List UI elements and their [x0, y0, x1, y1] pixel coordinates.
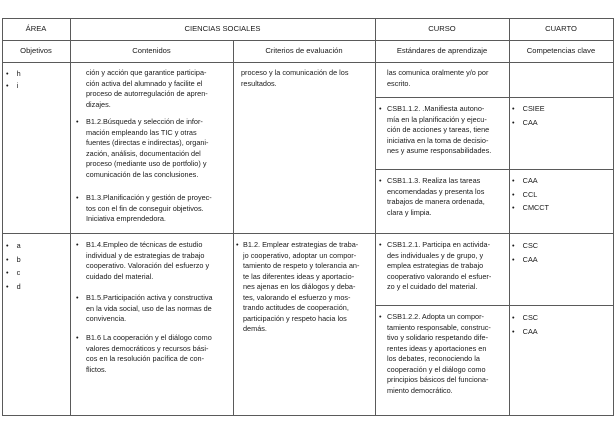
column-header-estandares: Estándares de aprendizaje [396, 46, 488, 55]
list-item: • b [6, 254, 21, 264]
column-header-criterios: Criterios de evaluación [265, 46, 343, 55]
contenido-b1-6: B1.6 La cooperación y el diálogo como valores democráticos y recursos bási- cos en la resolución pacífica de con- flictos. [86, 333, 212, 374]
bullet: • [76, 117, 79, 126]
table-border-top [2, 18, 613, 19]
column-divider [70, 40, 71, 416]
list-item: • d [6, 281, 21, 291]
bullet: • [76, 333, 79, 342]
bullet: • [236, 240, 239, 249]
list-item: • h [6, 69, 21, 78]
column-header-contenidos: Contenidos [132, 46, 171, 55]
table-border-left [2, 18, 3, 416]
criterios-continuation: proceso y la comunicación de los resultados. [241, 68, 349, 88]
table-border-bottom [2, 415, 613, 416]
contenido-b1-2: B1.2.Búsqueda y selección de infor- mación empleando las TIC y otras fuentes (directas e indirectas), organi- zación, análisis, documentación del proceso (mediante uso de portfolio) y comunicación de las conclusiones. [86, 117, 209, 179]
list-item: • CAA [512, 117, 538, 127]
competencias-list [512, 240, 538, 265]
bullet: • [379, 176, 382, 185]
bullet: • [76, 240, 79, 249]
bullet: • [379, 240, 382, 249]
competencias-list [512, 175, 549, 214]
list-item: • CAA [512, 176, 538, 185]
block-divider [2, 233, 613, 234]
standard-csb1-2-1: CSB1.2.1. Participa en activida- des individuales y de grupo, y emplea estrategias de trabajo cooperativo valorando el esfuer- zo y el cuidado del material. [387, 240, 492, 291]
column-header-divider [2, 62, 613, 63]
standard-divider [375, 305, 613, 306]
bullet: • [379, 312, 382, 321]
objetivos-list [6, 68, 21, 91]
list-item: • CAA [512, 326, 538, 336]
standard-divider [375, 97, 613, 98]
column-divider [509, 18, 510, 416]
list-item: • i [6, 80, 19, 90]
contenido-b1-5: B1.5.Participación activa y constructiva en la vida social, uso de las normas de convivencia. [86, 293, 213, 323]
list-item: • CSIEE [512, 104, 545, 113]
list-item: • CSC [512, 313, 539, 322]
curso-label: CURSO [428, 24, 456, 33]
list-item: • CSC [512, 241, 539, 250]
bullet: • [76, 193, 79, 202]
standard-divider [375, 169, 613, 170]
contenidos-continuation: ción y acción que garantice participa- ción activa del alumnado y facilite el proceso de autorregulación de apren- dizajes. [86, 68, 208, 109]
criterio-b1-2: B1.2. Emplear estrategias de traba- jo cooperativo, adoptar un compor- tamiento de respeto y tolerancia an- te las diferentes ideas y aportacio- nes ajenas en los diálogos y deba- tes, valorando el esfuerzo y mos- trando actitudes de cooperación, participación y respeto hacia los demás. [243, 240, 360, 333]
standard-csb1-1-2: CSB1.1.2. .Manifiesta autono- mía en la planificación y ejecu- ción de acciones y tareas, tiene iniciativa en la toma de decisio- nes y asume responsabilidades. [387, 104, 492, 155]
list-item: • c [6, 268, 21, 277]
curso-value: CUARTO [545, 24, 577, 33]
standard-csb1-2-2: CSB1.2.2. Adopta un compor- tamiento responsable, construc- tivo y solidario respetando dife- rentes ideas y aportaciones en los debates, reconociendo la cooperación y el diálogo como principios básicos del funciona- miento democrático. [387, 312, 491, 395]
column-divider [233, 40, 234, 416]
contenido-b1-4: B1.4.Empleo de técnicas de estudio individual y de estrategias de trabajo cooperativo. Valoración del esfuerzo y cuidado del material. [86, 240, 210, 281]
objetivos-list [6, 240, 21, 292]
list-item: • a [6, 241, 21, 250]
bullet: • [76, 293, 79, 302]
list-item: • CMCCT [512, 203, 550, 212]
competencias-list [512, 103, 545, 128]
contenido-b1-3: B1.3.Planificación y gestión de proyec- tos con el fin de conseguir objetivos. Iniciativa emprendedora. [86, 193, 212, 223]
competencias-list [512, 312, 538, 337]
standard-csb1-1-3: CSB1.1.3. Realiza las tareas encomendadas y presenta los trabajos de manera ordenada, clara y limpia. [387, 176, 485, 217]
bullet: • [379, 104, 382, 113]
list-item: • CAA [512, 254, 538, 264]
column-header-competencias: Competencias clave [526, 46, 596, 55]
header-row-divider [2, 40, 613, 41]
list-item: • CCL [512, 189, 538, 199]
estandares-continuation: las comunica oralmente y/o por escrito. [387, 68, 489, 88]
area-label: ÁREA [25, 24, 47, 33]
table-border-right [613, 18, 614, 416]
column-header-objetivos: Objetivos [20, 46, 52, 55]
area-value: CIENCIAS SOCIALES [184, 24, 261, 33]
column-divider [375, 18, 376, 416]
